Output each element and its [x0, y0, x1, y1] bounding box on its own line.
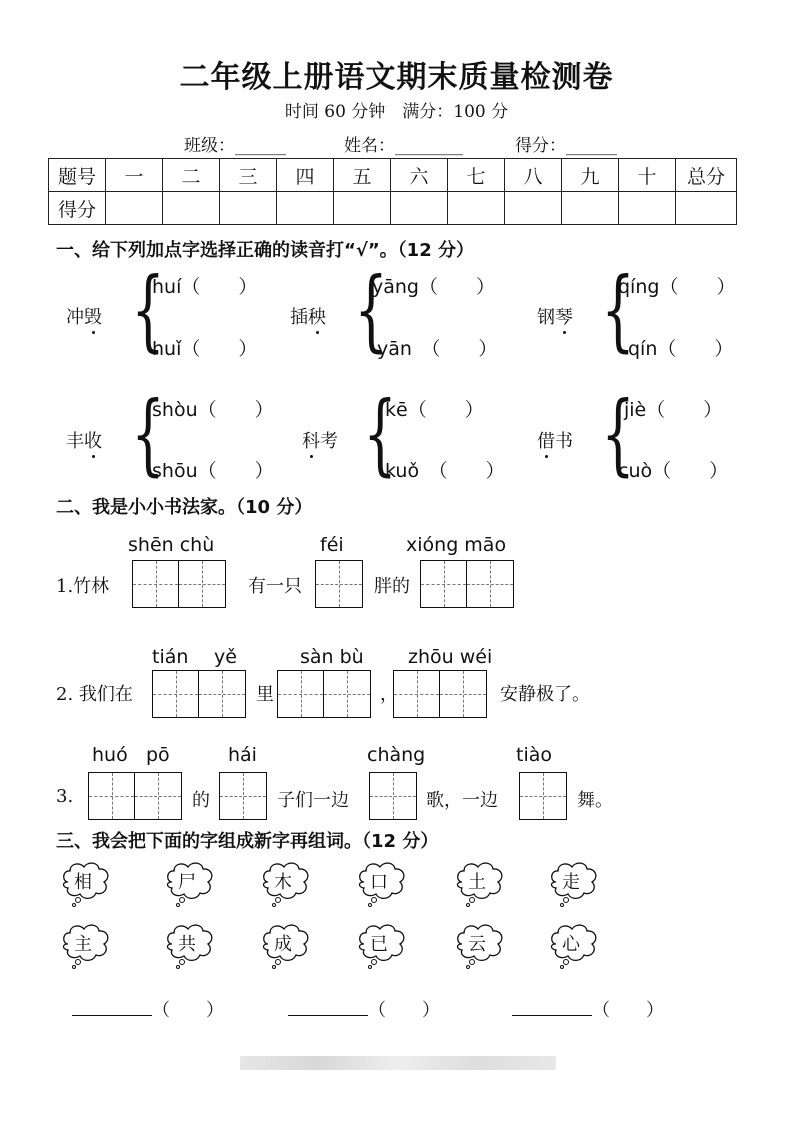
- character-bubble[interactable]: [162, 860, 212, 900]
- score-input-cell[interactable]: [448, 192, 505, 225]
- answer-paren: （ ）: [368, 1000, 440, 1021]
- writing-grid[interactable]: [393, 670, 487, 718]
- score-input-cell[interactable]: [676, 192, 737, 225]
- score-input-cell[interactable]: [334, 192, 391, 225]
- writing-grid[interactable]: [420, 560, 514, 608]
- sentence-text: ，: [380, 684, 398, 705]
- sentence-text: 2. 我们在: [56, 684, 133, 705]
- answer-paren: （ ）: [592, 1000, 664, 1021]
- answer-blank[interactable]: [288, 996, 440, 1022]
- pinyin-hint: tián: [152, 646, 189, 668]
- table-cell: 二: [163, 159, 220, 192]
- score-field: 得分：______: [515, 136, 617, 156]
- pinyin-hint: hái: [228, 744, 257, 766]
- table-cell: 三: [220, 159, 277, 192]
- target-word: 钢琴: [537, 307, 573, 328]
- character-bubble[interactable]: [58, 860, 108, 900]
- pinyin-option[interactable]: kuǒ （ ）: [385, 460, 505, 482]
- character-bubble[interactable]: [258, 860, 308, 900]
- table-cell: 九: [562, 159, 619, 192]
- table-cell: 七: [448, 159, 505, 192]
- sentence-text: 歌，一边: [426, 790, 498, 811]
- sentence-text: 3.: [56, 786, 74, 807]
- bubble-character: 成: [274, 934, 292, 955]
- table-cell: 题号: [49, 159, 106, 192]
- sentence-text: 胖的: [374, 576, 410, 597]
- character-bubble[interactable]: [354, 860, 404, 900]
- pinyin-option[interactable]: qín（ ）: [628, 338, 734, 360]
- table-cell: 一: [106, 159, 163, 192]
- bubble-character: 云: [468, 934, 486, 955]
- table-cell: 八: [505, 159, 562, 192]
- target-word: 插秧: [290, 307, 326, 328]
- score-input-cell[interactable]: [619, 192, 676, 225]
- answer-paren: （ ）: [152, 1000, 224, 1021]
- writing-grid[interactable]: [277, 670, 371, 718]
- character-bubble[interactable]: [546, 922, 596, 962]
- writing-grid[interactable]: [519, 772, 567, 820]
- pinyin-option[interactable]: kē（ ）: [385, 399, 484, 421]
- pinyin-hint: yě: [214, 646, 237, 668]
- sentence-text: 里: [256, 684, 274, 705]
- writing-grid[interactable]: [152, 670, 246, 718]
- sentence-text: 1.竹林: [56, 576, 110, 597]
- pinyin-hint: sàn bù: [300, 646, 364, 668]
- score-input-cell[interactable]: [562, 192, 619, 225]
- class-field: 班级：______: [184, 136, 286, 156]
- score-input-cell[interactable]: [505, 192, 562, 225]
- brace-icon: {: [601, 382, 635, 485]
- pinyin-option[interactable]: huǐ（ ）: [152, 338, 258, 360]
- name-field: 姓名：________: [344, 136, 463, 156]
- target-word: 借书: [537, 431, 573, 452]
- score-input-cell[interactable]: [391, 192, 448, 225]
- bubble-character: 走: [562, 872, 580, 893]
- target-word: 丰收: [66, 431, 102, 452]
- character-bubble[interactable]: [162, 922, 212, 962]
- score-table-header-row: [49, 159, 737, 192]
- pinyin-option[interactable]: yāng（ ）: [372, 276, 495, 298]
- score-input-cell[interactable]: [220, 192, 277, 225]
- pinyin-option[interactable]: shòu（ ）: [152, 399, 274, 421]
- character-bubble[interactable]: [354, 922, 404, 962]
- pinyin-option[interactable]: huí（ ）: [152, 276, 258, 298]
- exam-subtitle: 时间 60 分钟 满分：100 分: [284, 102, 509, 122]
- score-table: [48, 158, 737, 225]
- sentence-text: 安静极了。: [500, 684, 590, 705]
- table-cell: 四: [277, 159, 334, 192]
- answer-blank[interactable]: [72, 996, 224, 1022]
- bubble-character: 共: [178, 934, 196, 955]
- answer-blank[interactable]: [512, 996, 664, 1022]
- score-input-cell[interactable]: [163, 192, 220, 225]
- section3-heading: 三、我会把下面的字组成新字再组词。（12 分）: [56, 831, 439, 852]
- target-word: 冲毁: [66, 307, 102, 328]
- table-cell: 五: [334, 159, 391, 192]
- writing-grid[interactable]: [132, 560, 226, 608]
- pinyin-option[interactable]: cuò（ ）: [618, 460, 729, 482]
- table-cell: 六: [391, 159, 448, 192]
- pinyin-hint: pō: [146, 744, 170, 766]
- sentence-text: 有一只: [248, 576, 302, 597]
- brace-icon: {: [363, 382, 397, 485]
- character-bubble[interactable]: [452, 860, 502, 900]
- pinyin-option[interactable]: jiè（ ）: [624, 399, 723, 421]
- bubble-character: 口: [370, 872, 388, 893]
- pinyin-option[interactable]: yān （ ）: [377, 338, 498, 360]
- exam-title: 二年级上册语文期末质量检测卷: [179, 60, 614, 95]
- blurred-footer: [240, 1056, 556, 1070]
- brace-icon: {: [354, 258, 388, 361]
- pinyin-hint: huó: [92, 744, 128, 766]
- target-word: 科考: [302, 431, 338, 452]
- character-bubble[interactable]: [58, 922, 108, 962]
- writing-grid[interactable]: [369, 772, 417, 820]
- table-cell: 总分: [676, 159, 737, 192]
- writing-grid[interactable]: [88, 772, 182, 820]
- writing-grid[interactable]: [315, 560, 363, 608]
- bubble-character: 相: [74, 872, 92, 893]
- pinyin-hint: féi: [320, 534, 344, 556]
- section1-heading: 一、给下列加点字选择正确的读音打“√”。（12 分）: [56, 240, 474, 261]
- sentence-text: 的: [192, 790, 210, 811]
- pinyin-option[interactable]: qíng（ ）: [618, 276, 736, 298]
- bubble-character: 尸: [178, 872, 196, 893]
- brace-icon: {: [601, 258, 635, 361]
- score-input-cell[interactable]: [277, 192, 334, 225]
- bubble-character: 木: [274, 872, 292, 893]
- score-input-cell[interactable]: [106, 192, 163, 225]
- writing-grid[interactable]: [219, 772, 267, 820]
- section2-heading: 二、我是小小书法家。（10 分）: [56, 497, 313, 518]
- bubble-character: 心: [562, 934, 580, 955]
- brace-icon: {: [131, 382, 165, 485]
- bubble-character: 主: [74, 934, 92, 955]
- bubble-character: 土: [468, 872, 486, 893]
- sentence-text: 舞。: [577, 790, 613, 811]
- table-cell: 得分: [49, 192, 106, 225]
- pinyin-hint: shēn chù: [128, 534, 215, 556]
- pinyin-hint: tiào: [516, 744, 552, 766]
- score-table-score-row: [49, 192, 737, 225]
- sentence-text: 子们一边: [277, 790, 349, 811]
- character-bubble[interactable]: [452, 922, 502, 962]
- pinyin-hint: chàng: [367, 744, 426, 766]
- pinyin-hint: xióng māo: [406, 534, 507, 556]
- character-bubble[interactable]: [258, 922, 308, 962]
- table-cell: 十: [619, 159, 676, 192]
- pinyin-hint: zhōu wéi: [408, 646, 493, 668]
- pinyin-option[interactable]: shōu（ ）: [152, 460, 274, 482]
- bubble-character: 已: [370, 934, 388, 955]
- character-bubble[interactable]: [546, 860, 596, 900]
- brace-icon: {: [131, 258, 165, 361]
